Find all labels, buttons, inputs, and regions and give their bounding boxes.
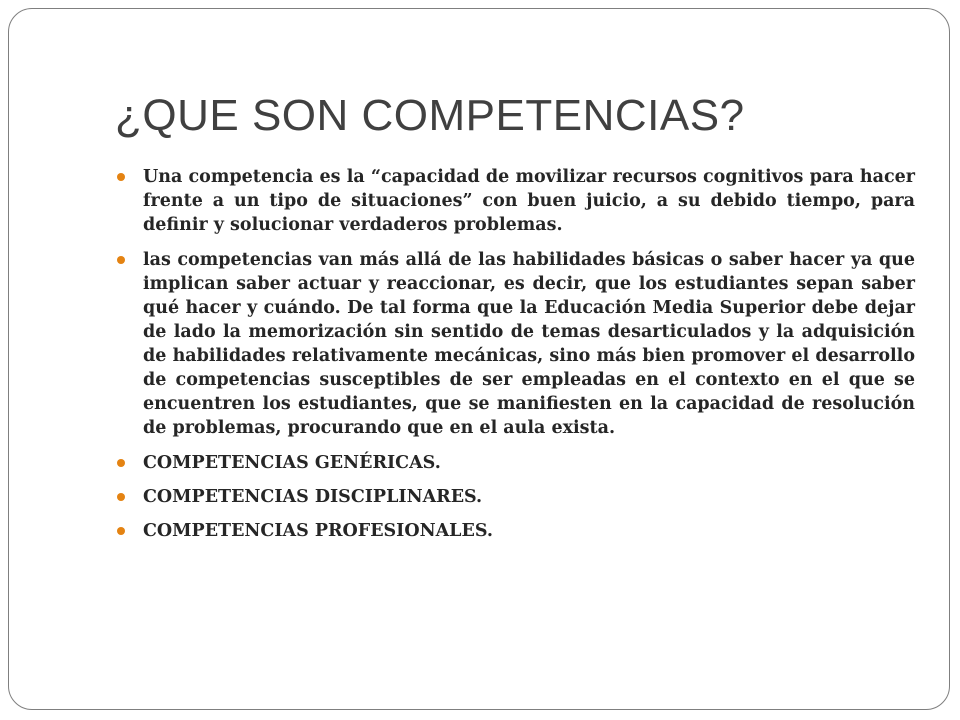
bullet-text: las competencias van más allá de las habilidades básicas o saber hacer ya que implican saber actuar y reaccionar, es decir, que los estudiantes sepan saber qué hacer y cuándo. De tal forma que la Educación Media Superior debe dejar de lado la memorización sin sentido de temas desarticulados y la adquisición de habilidades relativamente mecánicas, sino más bien promover el desarrollo de competencias susceptibles de ser empleadas en el contexto en el que se encuentren los estudiantes, que se manifiesten en la capacidad de resolución de problemas, procurando que en el aula exista. bbox=[143, 250, 915, 438]
slide-title: ¿QUE SON COMPETENCIAS? bbox=[115, 91, 745, 140]
bullet-text: COMPETENCIAS PROFESIONALES. bbox=[143, 521, 493, 541]
bullet-item-profesionales bbox=[115, 519, 915, 543]
bullet-dot-icon bbox=[117, 493, 125, 501]
bullet-dot-icon bbox=[117, 256, 125, 264]
bullet-dot-icon bbox=[117, 459, 125, 467]
bullet-item-disciplinares bbox=[115, 485, 915, 509]
bullet-list bbox=[115, 165, 915, 553]
bullet-text: Una competencia es la “capacidad de movilizar recursos cognitivos para hacer frente a un tipo de situaciones” con buen juicio, a su debido tiempo, para definir y solucionar verdaderos problemas. bbox=[143, 167, 915, 235]
bullet-item-definition bbox=[115, 165, 915, 237]
bullet-dot-icon bbox=[117, 527, 125, 535]
bullet-text: COMPETENCIAS DISCIPLINARES. bbox=[143, 487, 483, 507]
bullet-item-description bbox=[115, 248, 915, 440]
bullet-item-genericas bbox=[115, 451, 915, 475]
bullet-text: COMPETENCIAS GENÉRICAS. bbox=[143, 453, 441, 473]
slide-frame bbox=[8, 8, 950, 710]
bullet-dot-icon bbox=[117, 173, 125, 181]
